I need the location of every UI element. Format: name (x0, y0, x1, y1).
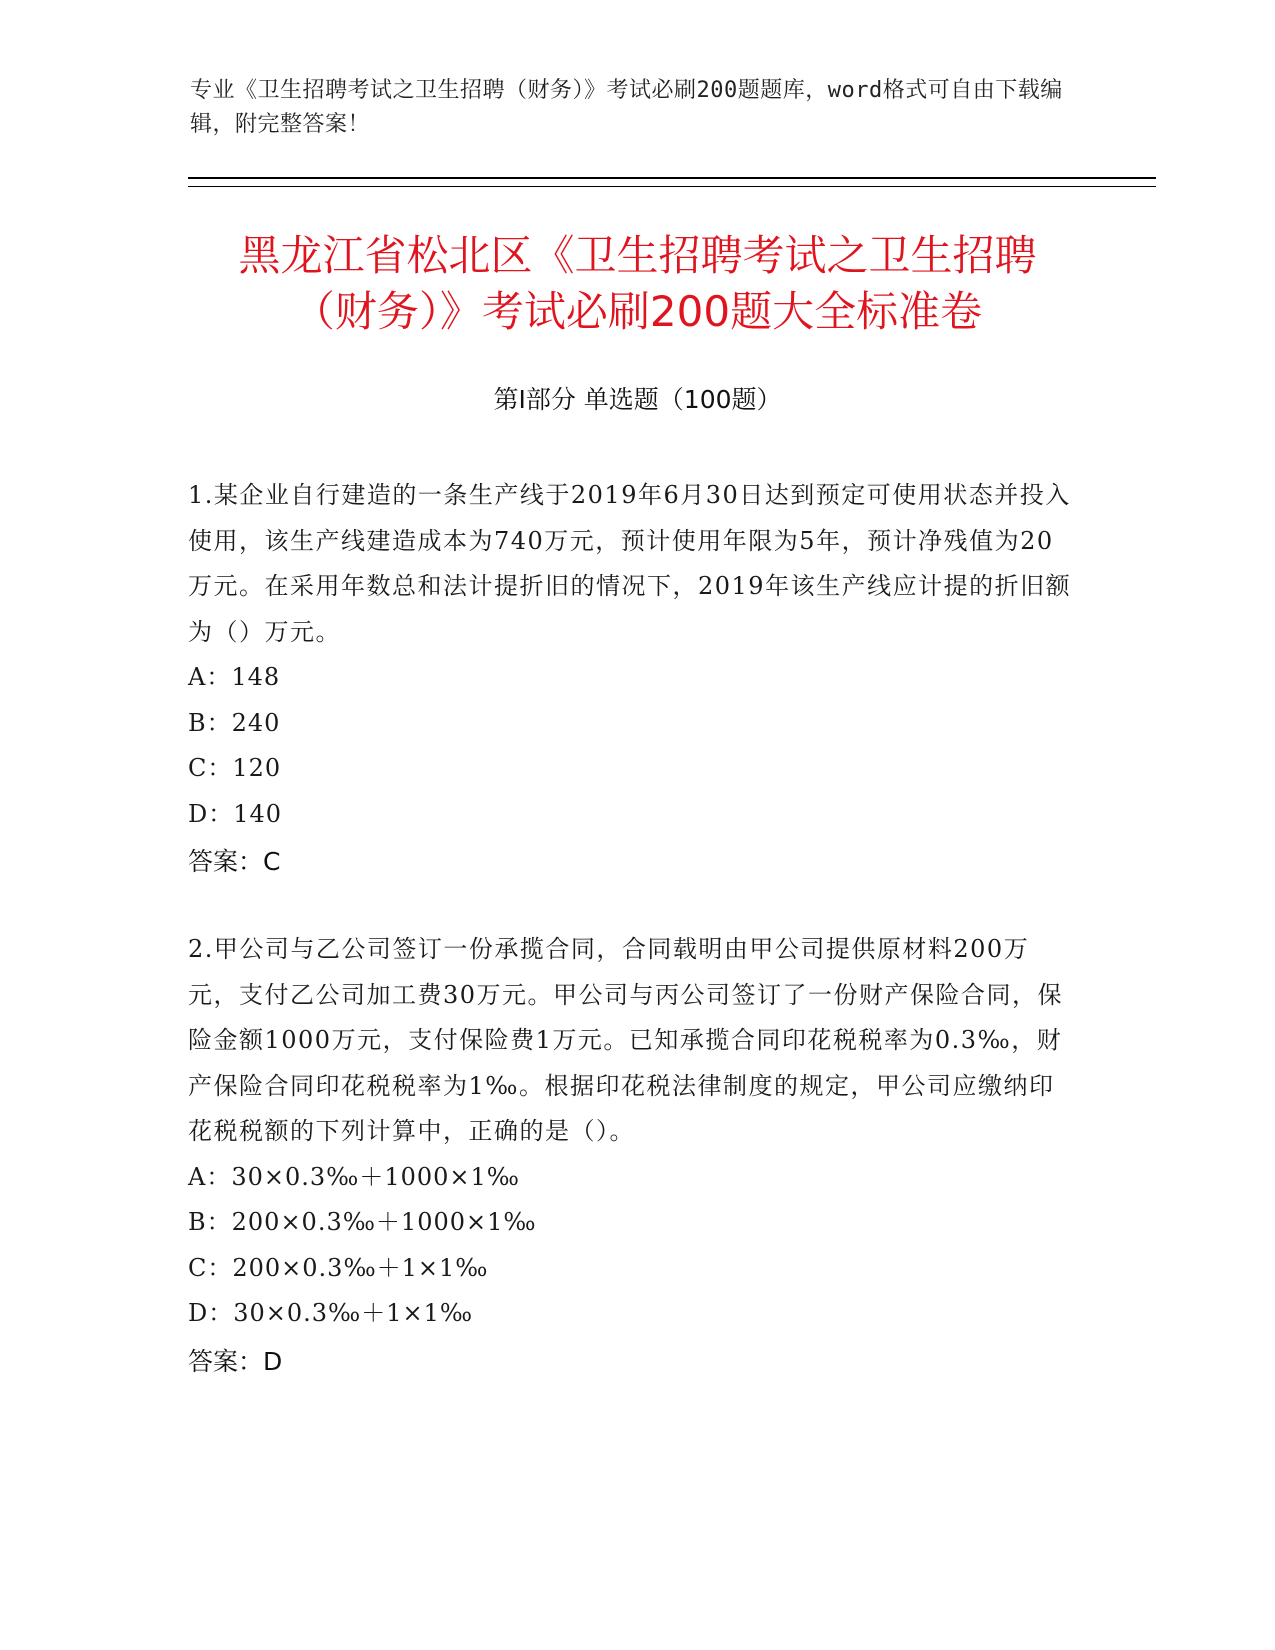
section-heading: 第Ⅰ部分 单选题（100题） (493, 385, 782, 414)
answer: 答案：D (188, 1346, 283, 1376)
document-title-line1: 黑龙江省松北区《卫生招聘考试之卫生招聘 (238, 231, 1037, 280)
question-2 (188, 927, 1073, 1384)
option-c: C：200×0.3‰＋1×1‰ (188, 1253, 489, 1282)
option-d: D：30×0.3‰＋1×1‰ (188, 1299, 474, 1327)
option-a: A：30×0.3‰＋1000×1‰ (188, 1162, 521, 1191)
answer: 答案：C (188, 847, 281, 876)
option-c: C：120 (188, 754, 282, 782)
option-d: D：140 (188, 799, 283, 828)
question-stem: 1.某企业自行建造的一条生产线于2019年6月30日达到预定可使用状态并投入使用，该生产线建造成本为740万元，预计使用年限为5年，预计净残值为20万元。在采用年数总和法计提折旧的情况下，2019年该生产线应计提的折旧额为（）万元。 (188, 481, 1072, 646)
option-b: B：240 (188, 708, 281, 737)
header-divider-thin (188, 186, 1156, 187)
document-title (150, 228, 1125, 340)
option-b: B：200×0.3‰＋1000×1‰ (188, 1208, 537, 1236)
document-title-line2: （财务）》考试必刷200题大全标准卷 (292, 287, 983, 336)
option-a: A：148 (188, 663, 281, 691)
header-divider-thick (188, 177, 1156, 179)
question-1 (188, 473, 1073, 885)
header-note: 专业《卫生招聘考试之卫生招聘（财务）》考试必刷200题题库，word格式可自由下载编辑，附完整答案！ (190, 78, 1063, 137)
question-stem: 2.甲公司与乙公司签订一份承揽合同，合同载明由甲公司提供原材料200万元，支付乙公司加工费30万元。甲公司与丙公司签订了一份财产保险合同，保险金额1000万元，支付保险费1万元。已知承揽合同印花税税率为0.3‰，财产保险合同印花税税率为1‰。根据印花税法律制度的规定，甲公司应缴纳印花税税额的下列计算中，正确的是（）。 (188, 935, 1064, 1145)
